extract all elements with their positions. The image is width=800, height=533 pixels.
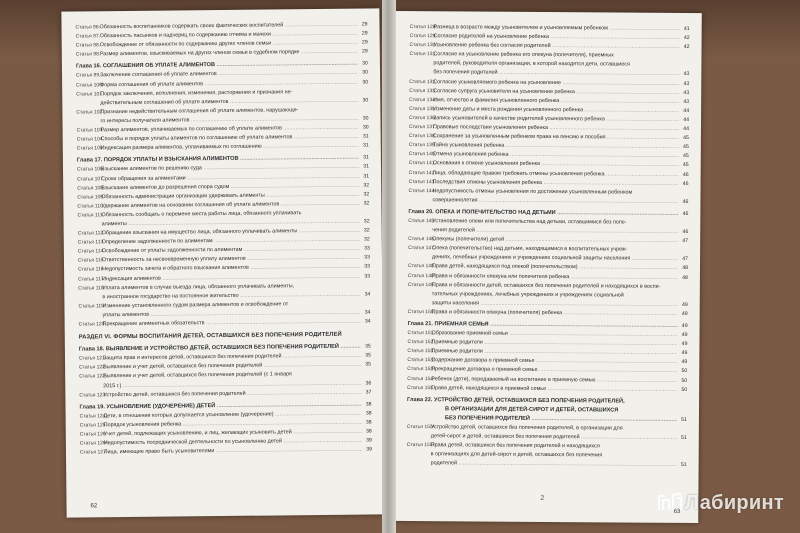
article-title: Недопустимость посреднической деятельности по усыновлению детей ..... xyxy=(104,437,362,449)
article-number: Статья 110. xyxy=(77,203,105,210)
article-number: Статья 125. xyxy=(79,422,107,429)
article-title: Приемные родители ..... xyxy=(431,347,677,358)
article-title: Запись усыновителей в качестве родителей усыновленного ребенка ..... xyxy=(433,114,679,125)
article-title: Лица, имеющие право быть усыновителями ..... xyxy=(104,446,362,458)
article-number: Статья 155¹. xyxy=(406,424,436,431)
article-number: Статья 142. xyxy=(408,169,436,176)
article-title: Размер алиментов, взыскиваемых на других членов семьи в судебном порядке ..... xyxy=(100,48,358,60)
article-number: Статья 107. xyxy=(77,175,105,183)
article-number: Статья 131. xyxy=(409,51,437,58)
article-number: Статья 130. xyxy=(409,42,437,49)
article-number: Статья 155. xyxy=(407,384,435,391)
page-ref: 44 xyxy=(682,107,689,116)
article-number: Статья 146. xyxy=(408,236,436,243)
article-title: тательных учреждениях, лечебных учреждениях и учреждениях социальной xyxy=(431,290,624,299)
article-number: Статья 149. xyxy=(407,281,436,288)
article-number: Статья 138. xyxy=(408,133,437,140)
article-title: Форма соглашения об уплате алиментов ..... xyxy=(100,78,358,90)
article-number: Статья 154. xyxy=(407,375,435,382)
article-number: Статья 109. xyxy=(77,193,105,201)
page-ref: 35 xyxy=(364,361,371,370)
article-title: Отмена усыновления ребенка ..... xyxy=(433,151,679,162)
article-title: Обязанность воспитанников содержать своих фактических воспитателей ..... xyxy=(99,21,357,33)
chapter-title: Глава 16. СОГЛАШЕНИЯ ОБ УПЛАТЕ АЛИМЕНТОВ ..... xyxy=(76,60,358,72)
page-ref: 32 xyxy=(362,190,369,199)
article-number: Статья 141. xyxy=(408,160,436,167)
page-ref: 29 xyxy=(361,30,368,39)
page-ref: 35 xyxy=(364,343,371,352)
article-title: Изменение даты и места рождения усыновленного ребенка ..... xyxy=(433,105,679,116)
page-ref: 30 xyxy=(362,114,369,123)
article-title: Размер алиментов, уплачиваемых по соглашению об уплате алиментов ..... xyxy=(101,124,359,136)
page-ref: 32 xyxy=(362,181,369,190)
article-title: Индексация размера алиментов, уплачиваемых по соглашению ..... xyxy=(101,142,359,154)
article-number: Статья 98. xyxy=(75,51,101,58)
page-ref: 45 xyxy=(682,152,689,161)
article-title: Ответственность за несвоевременную уплату алиментов ..... xyxy=(102,254,360,266)
article-title: Права детей, оставшихся без попечения родителей и находящихся xyxy=(430,442,600,450)
article-title: Порядок заключения, исполнения, изменения, расторжения и признания не- xyxy=(100,88,293,97)
article-number: Статья 137. xyxy=(408,124,437,131)
article-title: чения родителей ..... xyxy=(432,226,678,237)
article-number: Статья 113. xyxy=(77,239,105,246)
page-ref: 38 xyxy=(365,409,372,418)
article-number: Статья 108. xyxy=(77,184,105,192)
page-ref: 49 xyxy=(681,340,688,349)
article-title: Порядок усыновления ребенка ..... xyxy=(104,418,362,430)
toc-entry xyxy=(407,384,687,395)
article-title: родителей, руководителя организации, в которой находятся дети, оставшиеся xyxy=(433,60,630,68)
article-number: Статья 132. xyxy=(409,78,437,85)
page-ref: 31 xyxy=(362,163,369,172)
page-number-right: 63 xyxy=(673,508,681,515)
article-number: Статья 139. xyxy=(408,142,437,149)
article-number: Статья 111. xyxy=(77,212,105,219)
page-ref: 33 xyxy=(363,245,370,254)
toc-entry xyxy=(80,446,372,458)
toc-entry xyxy=(408,308,688,319)
article-number: Статья 129. xyxy=(409,33,437,40)
page-mark: 2 xyxy=(540,494,545,502)
article-title: в иностранное государство на постоянное жительство ..... xyxy=(102,290,360,302)
article-number: Статья 122. xyxy=(79,373,107,380)
page-ref: 38 xyxy=(365,418,372,427)
chapter-title: Глава 22. УСТРОЙСТВО ДЕТЕЙ, ОСТАВШИХСЯ БЕЗ ПОПЕЧЕНИЯ РОДИТЕЛЕЙ, xyxy=(407,396,625,405)
page-ref: 34 xyxy=(364,290,371,299)
article-number: Статья 115. xyxy=(77,257,105,264)
article-number: Статья 121. xyxy=(78,355,107,362)
article-title: Удержание алиментов на основании соглашения об уплате алиментов ..... xyxy=(101,199,359,211)
toc-entry xyxy=(79,331,371,343)
chapter-title: Глава 21. ПРИЕМНАЯ СЕМЬЯ ..... xyxy=(408,320,678,331)
page-ref: 49 xyxy=(681,358,688,367)
page-ref: 39 xyxy=(365,446,372,455)
toc-entry xyxy=(408,196,688,207)
article-title: Признание недействительным соглашения об уплате алиментов, нарушающе- xyxy=(100,107,299,116)
article-number: Статья 152. xyxy=(407,339,435,346)
page-ref: 50 xyxy=(680,376,687,385)
toc-column-left xyxy=(75,20,372,457)
article-title: Права детей, находящихся под опекой (попечительством) ..... xyxy=(432,263,678,274)
article-number: Статья 100. xyxy=(76,81,104,89)
article-number: Статья 97. xyxy=(75,33,101,40)
page-ref: 48 xyxy=(681,264,688,273)
page-ref: 29 xyxy=(361,20,368,29)
page-ref: 49 xyxy=(681,301,688,310)
article-title: алименты ..... xyxy=(102,218,360,230)
page-ref: 46 xyxy=(682,170,689,179)
article-title: Изменение установленного судом размера алиментов и освобождение от xyxy=(102,301,289,310)
article-number: Статья 153¹. xyxy=(407,357,437,364)
article-title: Учет детей, подлежащих усыновлению, и лиц, желающих усыновить детей ..... xyxy=(104,428,362,440)
article-title: Опекуны (попечители) детей ..... xyxy=(432,235,678,246)
article-number: Статья 144. xyxy=(408,187,436,194)
article-title: Способы и порядок уплаты алиментов по соглашению об уплате алиментов ..... xyxy=(101,133,359,145)
page-ref: 31 xyxy=(362,133,369,142)
article-title: Недопустимость отмены усыновления по достижении усыновленным ребенком xyxy=(432,187,633,196)
article-number: Статья 153. xyxy=(407,348,435,355)
article-title: Выявление и учет детей, оставшихся без попечения родителей ..... xyxy=(103,361,361,373)
toc-column-right xyxy=(407,23,690,470)
article-number: Статья 147. xyxy=(408,245,436,252)
watermark-text: Лабиринт xyxy=(684,492,784,514)
page-ref: 42 xyxy=(683,43,690,52)
article-title: Содержание договора о приемной семье ..... xyxy=(431,357,677,368)
article-title: Уплата алиментов в случае выезда лица, обязанного уплачивать алименты, xyxy=(102,282,295,291)
article-title: Установление опеки или попечительства над детьми, оставшимися без попе- xyxy=(432,218,627,226)
page-ref: 46 xyxy=(682,210,689,219)
article-title: Согласие родителей на усыновление ребенка ..... xyxy=(434,32,680,43)
article-number: Статья 126. xyxy=(79,431,108,438)
article-title: Основания к отмене усыновления ребенка ..... xyxy=(433,160,679,171)
article-number: Статья 114. xyxy=(77,248,105,255)
article-number: Статья 123. xyxy=(79,391,107,399)
article-number: Статья 117. xyxy=(78,275,106,283)
article-title: Защита прав и интересов детей, оставшихся без попечения родителей ..... xyxy=(103,352,361,364)
article-title: Усыновление ребенка без согласия родителей ..... xyxy=(434,41,680,52)
watermark xyxy=(657,492,784,515)
article-title: совершеннолетия ..... xyxy=(432,196,678,207)
article-title: Взыскание алиментов по решению суда ..... xyxy=(101,163,359,175)
article-title: в организациях для детей-сирот и детей, оставшихся без попечения xyxy=(430,451,603,459)
page-ref: 44 xyxy=(682,125,689,134)
article-number: Статья 106. xyxy=(76,166,105,173)
article-number: Статья 120. xyxy=(78,321,106,328)
chapter-title: В ОРГАНИЗАЦИИ ДЛЯ ДЕТЕЙ-СИРОТ И ДЕТЕЙ, ОСТАВШИХСЯ xyxy=(444,406,619,414)
article-title: Освобождение от обязанности по содержанию других членов семьи ..... xyxy=(100,39,358,51)
chapter-title: Глава 17. ПОРЯДОК УПЛАТЫ И ВЗЫСКАНИЯ АЛИМЕНТОВ ..... xyxy=(77,154,359,166)
article-title: действительным соглашения об уплате алиментов ..... xyxy=(100,96,358,108)
article-title: Образование приемной семьи ..... xyxy=(431,329,677,340)
page-ref: 45 xyxy=(682,161,689,170)
article-number: Статья 140. xyxy=(408,151,437,158)
page-ref: 45 xyxy=(682,143,689,152)
article-title: Ребенок (дети), передаваемый на воспитание в приемную семью ..... xyxy=(431,375,677,386)
chapter-title: БЕЗ ПОПЕЧЕНИЯ РОДИТЕЛЕЙ ..... xyxy=(445,414,677,425)
page-ref: 31 xyxy=(362,142,369,151)
article-title: защиты населения ..... xyxy=(432,299,678,310)
article-title: Последствия отмены усыновления ребенка ..... xyxy=(433,178,679,189)
article-title: Сохранение за усыновленным ребенком права на пенсию и пособия ..... xyxy=(433,132,679,143)
article-number: Статья 96. xyxy=(75,24,101,31)
book-page-left xyxy=(61,8,384,517)
article-number: Статья 101. xyxy=(76,90,104,98)
page-ref: 32 xyxy=(363,227,370,236)
page-ref: 30 xyxy=(361,60,368,69)
page-ref: 29 xyxy=(361,39,368,48)
book-spine xyxy=(382,0,396,533)
page-ref: 29 xyxy=(361,48,368,57)
article-title: Недопустимость зачета и обратного взыскания алиментов ..... xyxy=(102,263,360,275)
page-ref: 49 xyxy=(681,349,688,358)
page-ref: 47 xyxy=(681,237,688,246)
article-title: Приемные родители ..... xyxy=(431,338,677,349)
article-title: Права и обязанности детей, оставшихся без попечения родителей и находящихся в воспи- xyxy=(431,281,661,290)
article-number: Статья 127. xyxy=(79,449,108,456)
page-ref: 43 xyxy=(682,98,689,107)
article-number: Статья 99. xyxy=(76,72,101,79)
article-title: Права и обязанности опекуна или попечителя ребенка ..... xyxy=(432,272,678,283)
page-ref: 42 xyxy=(683,34,690,43)
page-ref: 46 xyxy=(682,198,689,207)
article-title: Выявление и учет детей, оставшихся без попечения родителей (с 1 января xyxy=(103,371,292,380)
page-ref: 41 xyxy=(683,25,690,34)
page-ref: 51 xyxy=(680,434,687,443)
article-title: Устройство детей, оставшихся без попечения родителей, в организации для xyxy=(430,424,623,432)
page-ref: 51 xyxy=(680,461,687,470)
article-number: Статья 122. xyxy=(79,364,107,371)
article-title: Определение задолженности по алиментам ..... xyxy=(102,236,360,248)
page-ref: 45 xyxy=(682,134,689,143)
article-title: Права детей, находящихся в приемной семье ..... xyxy=(431,384,677,395)
article-title: 2015 г.) ..... xyxy=(103,379,361,391)
article-title: Согласие на усыновление ребенка его опекуна (попечителя), приемных xyxy=(433,51,614,59)
article-number: Статья 145. xyxy=(408,217,436,225)
page-ref: 38 xyxy=(365,427,372,436)
article-number: Статья 148¹. xyxy=(407,272,437,279)
article-number: Статья 119. xyxy=(78,303,106,310)
page-ref: 43 xyxy=(683,70,690,79)
page-ref: 50 xyxy=(680,386,687,395)
toc-entry xyxy=(76,48,368,60)
page-ref: 31 xyxy=(362,154,369,163)
chapter-title: Глава 19. УСЫНОВЛЕНИЕ (УДОЧЕРЕНИЕ) ДЕТЕЙ ..... xyxy=(79,400,361,412)
labyrinth-logo-icon xyxy=(657,492,683,512)
page-ref: 48 xyxy=(681,273,688,282)
article-title: Разница в возрасте между усыновителем и усыновляемым ребенком ..... xyxy=(434,23,680,34)
page-ref: 32 xyxy=(363,236,370,245)
page-ref: 39 xyxy=(365,437,372,446)
page-ref: 38 xyxy=(365,400,372,409)
article-number: Статья 104. xyxy=(76,136,104,143)
article-number: Статья 153². xyxy=(407,366,437,373)
article-number: Статья 135. xyxy=(409,105,437,113)
page-ref: 33 xyxy=(363,263,370,272)
page-ref: 33 xyxy=(363,272,370,281)
section-title: РАЗДЕЛ VI. ФОРМЫ ВОСПИТАНИЯ ДЕТЕЙ, ОСТАВШИХСЯ БЕЗ ПОПЕЧЕНИЯ РОДИТЕЛЕЙ xyxy=(78,331,342,341)
article-title: детей-сирот и детей, оставшихся без попечения родителей ..... xyxy=(431,432,677,443)
article-title: Согласие супруга усыновителя на усыновление ребенка ..... xyxy=(433,87,679,98)
page-ref: 32 xyxy=(363,199,370,208)
article-number: Статья 148. xyxy=(407,263,436,270)
article-title: Обязанность администрации организации удерживать алименты ..... xyxy=(101,190,359,202)
toc-entry xyxy=(77,142,369,154)
article-title: Обязанность пасынков и падчериц по содержанию отчима и мачехи ..... xyxy=(100,30,358,42)
article-title: Правовые последствия усыновления ребенка ..... xyxy=(433,123,679,134)
page-ref: 46 xyxy=(682,180,689,189)
page-ref: 30 xyxy=(362,123,369,132)
article-number: Статья 151. xyxy=(407,330,435,337)
page-ref: 50 xyxy=(680,367,687,376)
article-title: Заключение соглашения об уплате алиментов ..... xyxy=(100,69,358,81)
page-ref: 30 xyxy=(361,69,368,78)
article-number: Статья 143. xyxy=(408,178,436,185)
article-title: Освобождение от уплаты задолженности по алиментам ..... xyxy=(102,245,360,257)
article-title: Обязанность сообщать о перемене места работы лица, обязанного уплачивать xyxy=(101,210,302,219)
book-page-right xyxy=(392,11,702,523)
article-number: Статья 118. xyxy=(78,284,106,292)
article-title: Взыскание алиментов до разрешения спора судом ..... xyxy=(101,181,359,193)
chapter-title: Глава 20. ОПЕКА И ПОПЕЧИТЕЛЬСТВО НАД ДЕТЬМИ ..... xyxy=(408,208,678,219)
article-title: Индексация алиментов ..... xyxy=(102,272,360,284)
page-ref: 30 xyxy=(361,78,368,87)
article-title: Прекращение договора о приемной семье ..... xyxy=(431,366,677,377)
article-number: Статья 155². xyxy=(406,442,436,449)
toc-entry xyxy=(79,388,371,400)
article-number: Статья 150. xyxy=(407,308,435,316)
article-title: родителей ..... xyxy=(431,460,677,471)
page-ref: 49 xyxy=(681,322,688,331)
article-number: Статья 112. xyxy=(77,230,105,237)
chapter-title: Глава 18. ВЫЯВЛЕНИЕ И УСТРОЙСТВО ДЕТЕЙ, ОСТАВШИХСЯ БЕЗ ПОПЕЧЕНИЯ РОДИТЕЛЕЙ ..... xyxy=(79,343,361,355)
page-ref: 33 xyxy=(363,254,370,263)
page-ref: 32 xyxy=(363,217,370,226)
article-title: Тайна усыновления ребенка ..... xyxy=(433,141,679,152)
page-ref: 46 xyxy=(681,228,688,237)
page-ref: 31 xyxy=(362,172,369,181)
page-ref: 34 xyxy=(364,317,371,326)
page-ref: 47 xyxy=(681,255,688,264)
article-title: Опека (попечительство) над детьми, находящимися в воспитательных учреж- xyxy=(432,245,628,253)
article-title: Дети, в отношении которых допускается усыновление (удочерение) ..... xyxy=(104,409,362,421)
article-title: Права и обязанности опекуна (попечителя) ребенка ..... xyxy=(432,308,678,319)
page-ref: 37 xyxy=(365,388,372,397)
article-title: Сроки обращения за алиментами ..... xyxy=(101,172,359,184)
article-number: Статья 103. xyxy=(76,127,104,134)
article-title: Прекращение алиментных обязательств ..... xyxy=(103,318,361,330)
page-ref: 30 xyxy=(361,96,368,105)
article-title: Имя, отчество и фамилия усыновленного ребенка ..... xyxy=(433,96,679,107)
page-ref: 34 xyxy=(364,308,371,317)
article-title: Лица, обладающие правом требовать отмены усыновления ребенка ..... xyxy=(433,169,679,180)
article-number: Статья 98. xyxy=(75,42,101,49)
page-ref: 43 xyxy=(682,80,689,89)
article-number: Статья 105. xyxy=(76,145,105,152)
page-ref: 51 xyxy=(680,416,687,425)
article-number: Статья 124. xyxy=(79,413,107,420)
article-number: Статья 136. xyxy=(409,114,437,122)
article-number: Статья 116. xyxy=(78,266,105,273)
article-title: Устройство детей, оставшихся без попечения родителей ..... xyxy=(103,388,361,400)
article-title: Согласие усыновляемого ребенка на усыновление ..... xyxy=(433,78,679,89)
article-title: уплаты алиментов ..... xyxy=(102,308,360,320)
article-number: Статья 128. xyxy=(409,24,437,31)
article-title: го интересы получателя алиментов ..... xyxy=(100,115,358,127)
page-ref: 49 xyxy=(681,331,688,340)
page-ref: 44 xyxy=(682,116,689,125)
article-title: Обращение взыскания на имущество лица, обязанного уплачивать алименты ..... xyxy=(102,227,360,239)
page-number-left: 62 xyxy=(90,503,98,510)
page-ref: 35 xyxy=(364,352,371,361)
page-ref: 49 xyxy=(681,310,688,319)
article-number: Статья 102. xyxy=(76,109,104,116)
article-title: дениях, лечебных учреждениях и учреждениях социальной защиты населения ..... xyxy=(432,254,678,265)
page-ref: 43 xyxy=(682,89,689,98)
article-title: без попечения родителей ..... xyxy=(433,69,679,80)
page-ref: 36 xyxy=(364,379,371,388)
article-number: Статья 134. xyxy=(409,96,437,103)
article-number: Статья 133. xyxy=(409,87,437,94)
toc-entry xyxy=(79,317,371,329)
article-number: Статья 126¹. xyxy=(79,440,109,447)
toc-entry xyxy=(407,459,687,470)
